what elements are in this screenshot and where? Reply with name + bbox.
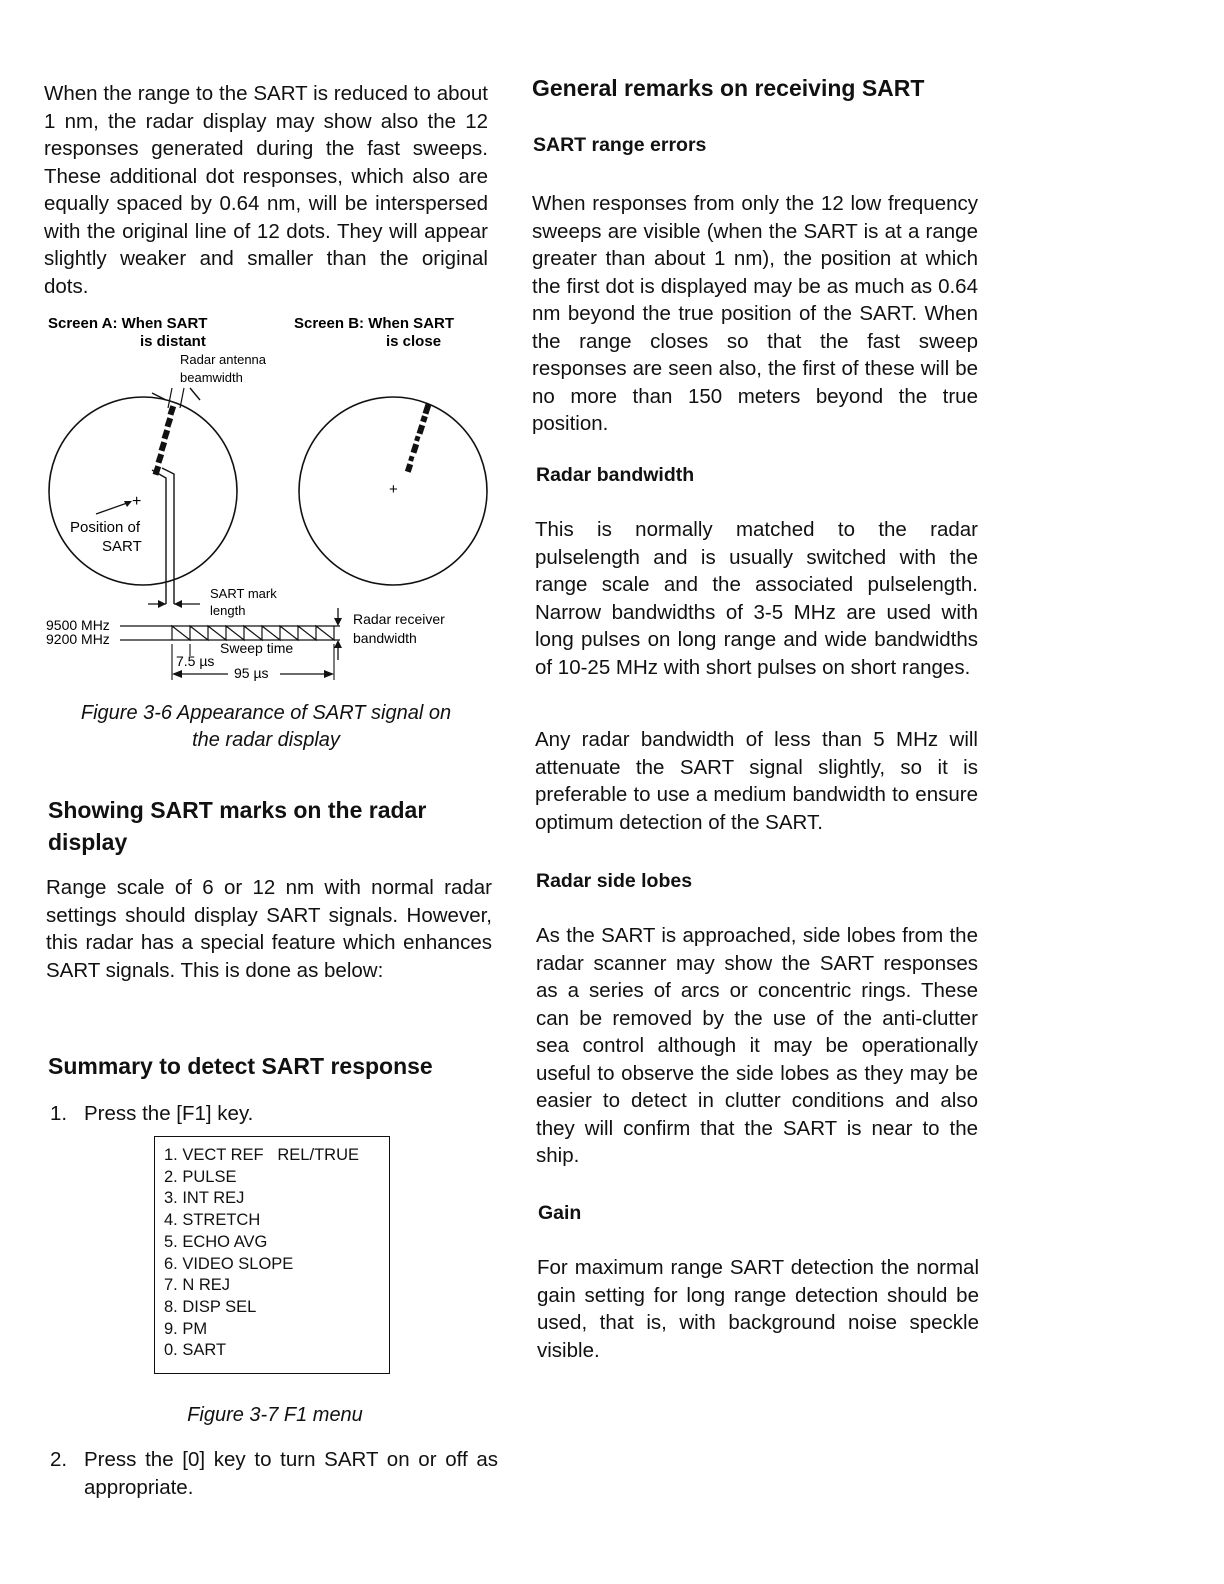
screen-b-label-2: is close: [386, 333, 442, 350]
bandwidth-paragraph-2: Any radar bandwidth of less than 5 MHz will attenuate the SART signal slightly, so it is preferable to use a medium bandwidth to ensure optimum detection of the SART.: [535, 728, 978, 834]
subheading-gain: Gain: [538, 1202, 582, 1224]
heading-summary: Summary to detect SART response: [48, 1053, 433, 1079]
step-1-number: 1.: [50, 1102, 68, 1125]
mark-length-label-2: length: [210, 603, 246, 618]
screen-a-circle: [49, 397, 237, 585]
figure-3-6-caption: [44, 700, 488, 754]
fast-sweep-time: 7.5 µs: [176, 653, 215, 669]
subheading-range-errors: SART range errors: [533, 134, 707, 156]
total-sweep-time: 95 µs: [234, 665, 269, 681]
menu-item-int-rej: 3. INT REJ: [164, 1189, 245, 1208]
subheading-radar-bandwidth: Radar bandwidth: [536, 464, 695, 486]
sart-position-marker: +: [132, 493, 142, 510]
caption-line-1: Figure 3-6 Appearance of SART signal on: [80, 702, 452, 724]
showing-paragraph: Range scale of 6 or 12 nm with normal radar settings should display SART signals. However, this radar has a special feature which enhances SART signals. This is done as below:: [46, 876, 492, 982]
heading-showing-sart: Showing SART marks on the radar display: [48, 797, 427, 855]
position-label-2: SART: [102, 538, 142, 555]
screen-a-label-2: is distant: [140, 333, 206, 350]
menu-item-video-slope: 6. VIDEO SLOPE: [164, 1254, 294, 1273]
sweep-sawtooth: [172, 626, 334, 640]
screen-b-center: +: [389, 481, 398, 498]
figure-3-6-diagram: [40, 308, 510, 688]
antenna-label: Radar antenna: [180, 352, 267, 367]
bandwidth-paragraph-1: This is normally matched to the radar pulselength and is usually switched with the range scale and the associated pulselength. Narrow bandwidths of 3-5 MHz are used with long pulses on long range and wide bandwidths of 10-25 MHz with short pulses on short ranges.: [535, 518, 978, 679]
antenna-label-2: beamwidth: [180, 370, 243, 385]
menu-item-pulse: 2. PULSE: [164, 1167, 237, 1186]
menu-item-vect-ref: 1. VECT REF REL/TRUE: [164, 1146, 359, 1164]
menu-item-echo-avg: 5. ECHO AVG: [164, 1232, 268, 1251]
freq-9200-label: 9200 MHz: [46, 631, 110, 647]
figure-3-7-caption: Figure 3-7 F1 menu: [187, 1404, 363, 1426]
menu-item-stretch: 4. STRETCH: [164, 1211, 261, 1230]
subheading-side-lobes: Radar side lobes: [536, 870, 693, 892]
menu-item-disp-sel: 8. DISP SEL: [164, 1297, 257, 1316]
heading-general-remarks: General remarks on receiving SART: [532, 75, 925, 101]
gain-paragraph: For maximum range SART detection the normal gain setting for long range detection should be used, that is, with background noise speckle visible.: [537, 1256, 979, 1362]
receiver-label-2: bandwidth: [353, 630, 417, 646]
receiver-label: Radar receiver: [353, 611, 445, 627]
step-1: [50, 1100, 510, 1128]
freq-9500-label: 9500 MHz: [46, 617, 110, 633]
intro-paragraph: When the range to the SART is reduced to about 1 nm, the radar display may show also the 12 responses generated during the fast sweeps. These additional dot responses, which also are equally spaced by 0.64 nm, will be interspersed with the original line of 12 dots. They will appear slightly weaker and smaller than the original dots.: [44, 82, 488, 298]
sweep-time-label: Sweep time: [220, 640, 294, 656]
step-1-text: Press the [F1] key.: [84, 1102, 254, 1125]
sart-dots-a: [153, 405, 176, 475]
screen-b-label: Screen B: When SART: [294, 315, 455, 332]
step-2-text: Press the [0] key to turn SART on or off as appropriate.: [84, 1448, 498, 1499]
range-errors-paragraph: When responses from only the 12 low frequency sweeps are visible (when the SART is at a range greater than about 1 nm), the position at which the first dot is displayed may be as much as 0.64 nm beyond the true position of the SART. When the range closes so that the fast sweep responses are seen also, the first of these will be no more than 150 meters beyond the true position.: [532, 192, 978, 435]
step-2-number: 2.: [50, 1448, 68, 1471]
caption-line-2: the radar display: [192, 729, 340, 751]
menu-item-pm: 9. PM: [164, 1319, 208, 1338]
side-lobes-paragraph: As the SART is approached, side lobes from the radar scanner may show the SART responses as a series of arcs or concentric rings. These can be removed by the use of the anti-clutter sea control although it may be operationally useful to observe the side lobes as they may be easier to detect in clutter conditions and also they will confirm that the SART is near to the ship.: [536, 924, 978, 1167]
position-label: Position of: [70, 519, 141, 536]
mark-length-label: SART mark: [210, 586, 277, 601]
sart-dots-b: [405, 403, 431, 472]
menu-item-n-rej: 7. N REJ: [164, 1276, 231, 1295]
f1-menu-box: [154, 1136, 390, 1374]
menu-item-sart: 0. SART: [164, 1341, 227, 1360]
screen-a-label: Screen A: When SART: [48, 315, 208, 332]
step-2: [50, 1446, 510, 1502]
